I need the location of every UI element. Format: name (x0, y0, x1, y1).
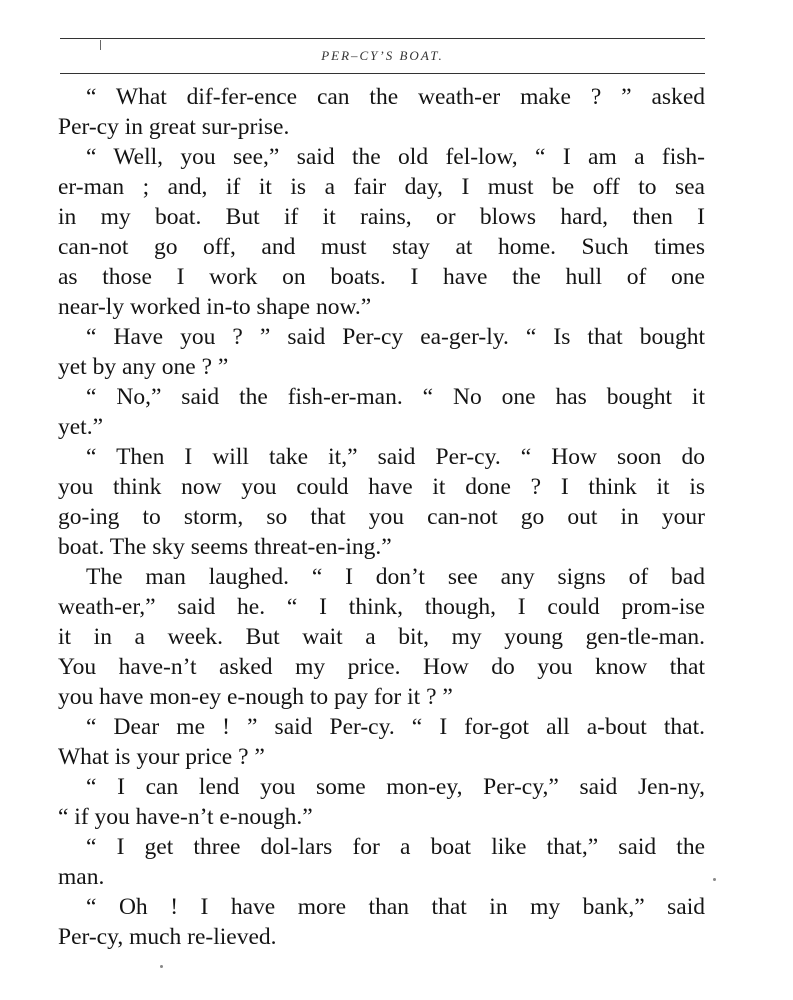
print-speck (160, 965, 163, 968)
text-line: you have mon-ey e-nough to pay for it ? ” (58, 684, 453, 710)
text-line: yet by any one ? ” (58, 354, 229, 380)
text-line: “ Oh ! I have more than that in my bank,” said (86, 894, 705, 920)
text-line: in my boat. But if it rains, or blows hard, then I (58, 204, 705, 230)
text-line: “ Then I will take it,” said Per-cy. “ How soon do (86, 444, 705, 470)
header-rule-bottom (60, 73, 705, 74)
text-line: “ Have you ? ” said Per-cy ea-ger-ly. “ Is that bought (86, 324, 705, 350)
text-line: yet.” (58, 414, 104, 440)
text-line: it in a week. But wait a bit, my young gen-tle-man. (58, 624, 705, 650)
print-speck (713, 878, 716, 881)
text-line: What is your price ? ” (58, 744, 265, 770)
running-head: PER–CY’S BOAT. (321, 48, 444, 63)
text-line: near-ly worked in-to shape now.” (58, 294, 372, 320)
text-line: “ Well, you see,” said the old fel-low, “ I am a fish- (86, 144, 705, 170)
text-line: The man laughed. “ I don’t see any signs of bad (86, 564, 705, 590)
text-line: “ I get three dol-lars for a boat like that,” said the (86, 834, 705, 860)
text-line: You have-n’t asked my price. How do you know that (58, 654, 705, 680)
text-line: as those I work on boats. I have the hull of one (58, 264, 705, 290)
text-line: “ if you have-n’t e-nough.” (58, 804, 313, 830)
text-line: can-not go off, and must stay at home. Such times (58, 234, 705, 260)
text-line: er-man ; and, if it is a fair day, I must be off to sea (58, 174, 705, 200)
body-text (58, 82, 705, 952)
text-line: you think now you could have it done ? I think it is (58, 474, 705, 500)
text-line: weath-er,” said he. “ I think, though, I could prom-ise (58, 594, 705, 620)
text-line: “ Dear me ! ” said Per-cy. “ I for-got all a-bout that. (86, 714, 705, 740)
text-line: “ I can lend you some mon-ey, Per-cy,” said Jen-ny, (86, 774, 705, 800)
text-line: go-ing to storm, so that you can-not go out in your (58, 504, 705, 530)
text-line: “ What dif-fer-ence can the weath-er make ? ” asked (86, 84, 705, 110)
text-line: Per-cy, much re-lieved. (58, 924, 277, 950)
text-line: “ No,” said the fish-er-man. “ No one has bought it (86, 384, 705, 410)
header-rule-top (60, 38, 705, 39)
text-line: Per-cy in great sur-prise. (58, 114, 290, 140)
text-line: boat. The sky seems threat-en-ing.” (58, 534, 392, 560)
text-line: man. (58, 864, 105, 890)
